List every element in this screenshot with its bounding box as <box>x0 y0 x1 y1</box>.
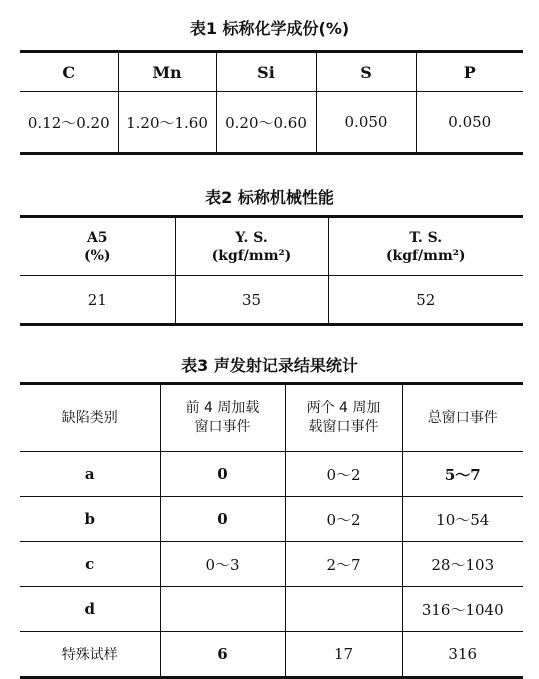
table-cell: 6 <box>160 632 285 678</box>
table-cell: 特殊试样 <box>61 647 118 663</box>
mechanical-properties-table <box>20 215 523 326</box>
table1-caption: 表1 标称化学成份(%) <box>189 19 350 38</box>
table-cell: a <box>20 452 160 497</box>
table-cell: 0.12～0.20 <box>27 113 110 132</box>
table-cell: 0～2 <box>285 452 402 497</box>
table-cell: b <box>20 497 160 542</box>
column-header: P <box>416 52 523 92</box>
column-header: 前 4 周加载 窗口事件 <box>160 384 285 452</box>
table-row <box>20 92 523 154</box>
table-cell <box>285 587 402 632</box>
chemical-composition-table <box>20 50 523 155</box>
table-cell: 10～54 <box>402 497 523 542</box>
acoustic-emission-table <box>20 382 523 679</box>
table-cell: 21 <box>87 290 107 309</box>
table-row <box>20 452 523 497</box>
table-cell: 316～1040 <box>402 587 523 632</box>
column-header: Mn <box>118 52 216 92</box>
table-cell: 52 <box>328 276 523 325</box>
column-header: C <box>20 52 118 92</box>
column-header: Si <box>216 52 316 92</box>
table-row <box>20 497 523 542</box>
table-cell: d <box>20 587 160 632</box>
table-cell: 0.050 <box>416 92 523 154</box>
column-header: 两个 4 周加 载窗口事件 <box>285 384 402 452</box>
column-header: T. S. (kgf/mm²) <box>328 217 523 276</box>
table-row <box>20 587 523 632</box>
table-cell: 1.20～1.60 <box>118 92 216 154</box>
table-cell: 316 <box>402 632 523 678</box>
table-cell: 5～7 <box>402 452 523 497</box>
column-header: Y. S. (kgf/mm²) <box>175 217 328 276</box>
table-row <box>20 632 523 678</box>
table-cell: 28～103 <box>402 542 523 587</box>
table-cell: c <box>20 542 160 587</box>
column-header: 缺陷类别 <box>20 384 160 452</box>
column-header: A5 (%) <box>20 217 175 276</box>
table-cell: 0～3 <box>160 542 285 587</box>
table-header-row <box>20 52 523 92</box>
table-header-row <box>20 384 523 452</box>
column-header: 总窗口事件 <box>402 384 523 452</box>
table2-caption: 表2 标称机械性能 <box>205 188 334 207</box>
table-cell: 0～2 <box>285 497 402 542</box>
table-cell: 0.20～0.60 <box>216 92 316 154</box>
column-header: S <box>316 52 416 92</box>
table-row <box>20 276 523 325</box>
table-header-row <box>20 217 523 276</box>
table-cell: 0 <box>160 497 285 542</box>
table-cell: 35 <box>175 276 328 325</box>
table-row <box>20 542 523 587</box>
table3-caption: 表3 声发射记录结果统计 <box>181 356 358 375</box>
table-cell: 0.050 <box>316 92 416 154</box>
table-cell <box>160 587 285 632</box>
table-cell: 2～7 <box>285 542 402 587</box>
table-cell: 0 <box>160 452 285 497</box>
table-cell: 17 <box>285 632 402 678</box>
